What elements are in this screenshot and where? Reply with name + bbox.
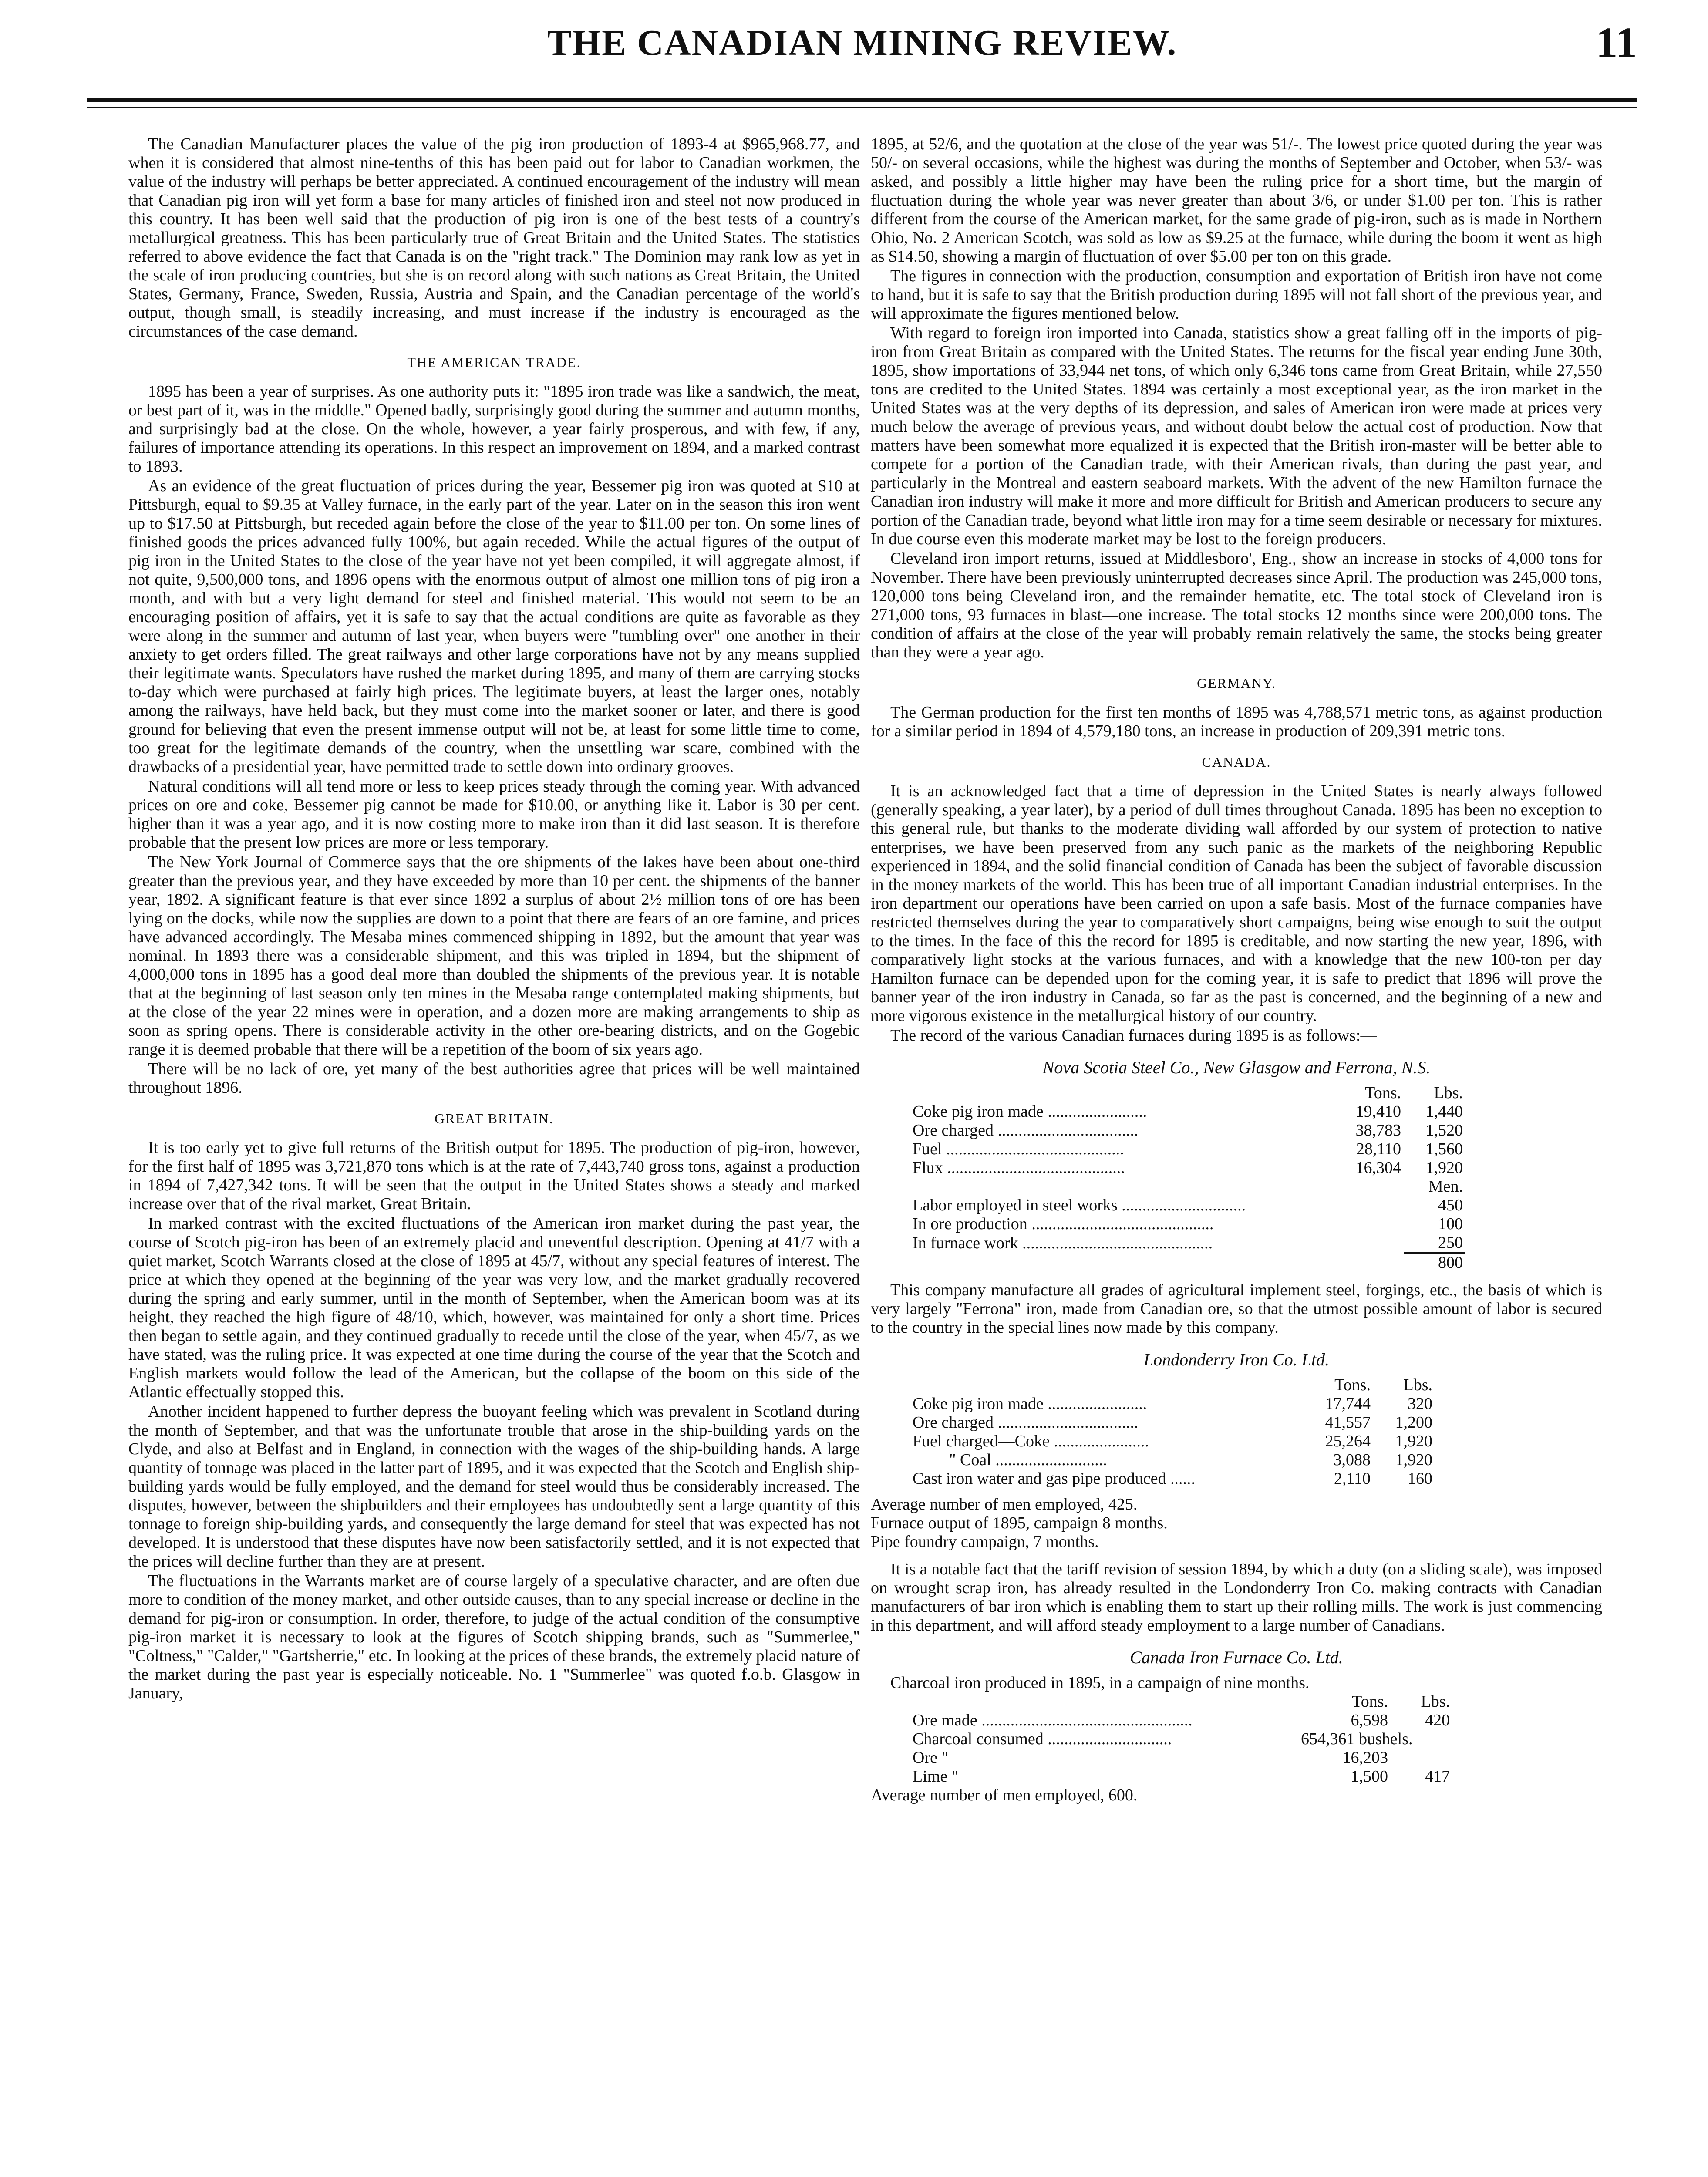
article-paragraph: 1895 has been a year of surprises. As one authority puts it: "1895 iron trade was like a sandwich, the meat, or best part of it, was in the middle." Opened badly, surprisingly good during the summer and autumn months, and surprisingly bad at the close. On the whole, however, a year fairly prosperous, and with few, if any, failures of importance attending its operations. In this respect an improvement on 1894, and a marked contrast to 1893.: [128, 382, 860, 475]
article-paragraph: 1895, at 52/6, and the quotation at the close of the year was 51/-. The lowest price quoted during the year was 50/- on several occasions, while the highest was during the months of September and October, when 53/- was asked, and possibly a little higher may have been the ruling price for a short time, but the margin of fluctuation during the whole year was never greater than about 3/6, or under $1.00 per ton. This is rather different from the course of the American market, for the same grade of pig-iron, such as is made in Northern Ohio, No. 2 American Scotch, was sold as low as $9.25 at the furnace, while during the boom it went as high as $14.50, showing a margin of fluctuation of over $5.00 per ton on this grade.: [871, 135, 1602, 266]
lbs-cell: 1,560: [1425, 1140, 1463, 1158]
table-row: In ore production ............................................ 100: [910, 1215, 1465, 1233]
intro-paragraph: The Canadian Manufacturer places the value of the pig iron production of 1893-4 at $965,968.77, and when it is considered that almost nine-tenths of this has been paid out for labor to Canadian workmen, the value of the industry will perhaps be better appreciated. A continued encouragement of the industry will mean that Canadian pig iron will yet form a base for many articles of finished iron and steel not now produced in this country. It has been well said that the production of pig iron is one of the best tests of a country's metallurgical greatness. This has been particularly true of Great Britain and the United States. The statistics referred to above evidence the fact that Canada is on the "right track." The Dominion may rank low as yet in the scale of iron producing countries, but she is on record along with such nations as Great Britain, the United States, Germany, France, Sweden, Russia, Austria and Spain, and the Canadian percentage of the world's output, though small, is steadily increasing, and must increase if the industry is encouraged as the circumstances of the case demand.: [128, 135, 860, 340]
lbs-cell: 1,920: [1395, 1451, 1432, 1469]
row-label: " Coal: [949, 1451, 991, 1469]
lbs-cell: 417: [1425, 1767, 1450, 1786]
londonderry-table: [910, 1376, 1435, 1488]
table-row: Ore charged .................................. 41,557 1,200: [910, 1413, 1435, 1432]
lbs-cell: 160: [1408, 1469, 1432, 1488]
article-paragraph: The fluctuations in the Warrants market are of course largely of a speculative character, and are often due more to condition of the money market, and other outside causes, than to any special increase or decline in the demand for pig-iron or consumption. In order, therefore, to judge of the actual condition of the consumptive pig-iron market it is necessary to look at the figures of Scotch shipping brands, such as "Summerlee," "Coltness," "Calder," "Gartsherrie," etc. In looking at the prices of these brands, the extremely placid nature of the market during the past year is especially noticeable. No. 1 "Summerlee" was quoted f.o.b. Glasgow in January,: [128, 1572, 860, 1702]
table-row: Ore charged .................................. 38,783 1,520: [910, 1121, 1465, 1140]
londonderry-notes: [871, 1495, 1602, 1551]
article-paragraph: The record of the various Canadian furnaces during 1895 is as follows:—: [890, 1026, 1377, 1045]
table-header-row: [910, 1376, 1435, 1395]
note-line: Pipe foundry campaign, 7 months.: [871, 1533, 1099, 1551]
article-paragraph: In marked contrast with the excited fluctuations of the American iron market during the past year, the course of Scotch pig-iron has been of an extremely placid and uneventful description. Opening at 41/7 with a quiet market, Scotch Warrants closed at the close of 1895 at 45/7, without any special features of interest. The price at which they opened at the beginning of the year was very low, and the market gradually recovered during the spring and early summer, until in the month of September, when the American boom was at its height, they reached the high figure of 48/10, which, however, was maintained for only a short time. Prices then began to settle again, and they continued gradually to recede until the close of the year, when 45/7, as we have stated, was the ruling price. It was expected at one time during the course of the year that the Scotch and English markets would follow the lead of the American, but the collapse of the boom on this side of the Atlantic effectually stopped this.: [128, 1214, 860, 1401]
journal-title: THE CANADIAN MINING REVIEW.: [547, 23, 1177, 63]
tons-cell: 2,110: [1334, 1469, 1371, 1488]
left-column: [128, 135, 860, 1704]
lbs-cell: 1,440: [1425, 1102, 1463, 1121]
canada-heading: CANADA.: [1202, 754, 1271, 770]
row-label: Charcoal consumed: [913, 1730, 1044, 1748]
lbs-cell: 320: [1408, 1395, 1432, 1413]
page-number: 11: [1596, 18, 1637, 67]
men-cell: 100: [1438, 1215, 1463, 1233]
col-men-header: Men.: [1428, 1177, 1463, 1196]
col-lbs-header: Lbs.: [1434, 1084, 1463, 1102]
note-line: Average number of men employed, 425.: [871, 1495, 1138, 1513]
row-label: Flux: [913, 1159, 943, 1177]
lbs-cell: 420: [1425, 1711, 1450, 1729]
tons-cell: 17,744: [1325, 1395, 1371, 1413]
row-label: Ore ": [913, 1749, 948, 1767]
canada-iron-table: [910, 1692, 1452, 1786]
row-label: Coke pig iron made: [913, 1102, 1044, 1121]
article-paragraph: The figures in connection with the production, consumption and exportation of British iron have not come to hand, but it is safe to say that the British production during 1895 will not fall short of the previous year, and will approximate the figures mentioned below.: [871, 267, 1602, 323]
germany-heading: GERMANY.: [1197, 675, 1276, 691]
table-row: In furnace work .............................................. 250: [910, 1233, 1465, 1253]
row-label: In furnace work: [913, 1233, 1018, 1252]
row-label: Ore charged: [913, 1413, 994, 1432]
table-row: Fuel charged—Coke ....................... 25,264 1,920: [910, 1432, 1435, 1451]
table-row: [910, 1767, 1452, 1786]
row-label: Fuel: [913, 1140, 942, 1158]
row-label: Fuel charged—Coke: [913, 1432, 1050, 1450]
tons-cell: 1,500: [1351, 1767, 1388, 1786]
row-label: Coke pig iron made: [913, 1395, 1044, 1413]
tons-cell: 16,203: [1342, 1749, 1388, 1767]
table-row: " Coal ........................... 3,088 1,920: [910, 1451, 1435, 1469]
table-row: [910, 1749, 1452, 1767]
article-paragraph: Cleveland iron import returns, issued at Middlesboro', Eng., show an increase in stocks of 4,000 tons for November. There have been previously uninterrupted decreases since April. The production was 245,000 tons, 120,000 tons being Cleveland iron, and the remainder hematite, etc. The total stock of Cleveland iron is 271,000 tons, 93 furnaces in blast—one increase. The total stocks 12 months since were 200,000 tons. The condition of affairs at the close of the year will probably remain relatively the same, the stocks being greater than they were a year ago.: [871, 549, 1602, 661]
article-paragraph: Another incident happened to further depress the buoyant feeling which was prevalent in Scotland during the month of September, and that was the unfortunate trouble that arose in the ship-building yards on the Clyde, and also at Belfast and in England, in connection with the wages of the ship-building hands. A large quantity of tonnage was placed in the latter part of 1895, and it was expected that the Scotch and English ship-building yards would be fully employed, and the demand for steel would thus be considerably increased. The disputes, however, between the shipbuilders and their employees has undoubtedly sent a large quantity of this tonnage to foreign ship-building yards, and consequently the large demand for steel that was expected has not developed. It is understood that these disputes have now been satisfactorily settled, and it is not expected that the prices will decline further than they are at present.: [128, 1402, 860, 1570]
col-lbs-header: Lbs.: [1403, 1376, 1432, 1394]
men-cell: 250: [1438, 1233, 1463, 1252]
lbs-cell: 1,200: [1395, 1413, 1432, 1432]
row-label: Lime ": [913, 1767, 959, 1786]
article-paragraph: There will be no lack of ore, yet many of the best authorities agree that prices will be well maintained throughout 1896.: [128, 1060, 860, 1097]
header-rule-thick: [87, 98, 1637, 102]
table-header-row: [910, 1177, 1465, 1196]
table-row: Ore made ................................................... 6,598 420: [910, 1711, 1452, 1730]
article-paragraph: It is too early yet to give full returns of the British output for 1895. The production of pig-iron, however, for the first half of 1895 was 3,721,870 tons which is at the rate of 7,443,740 gross tons, against a production in 1894 of 7,427,342 tons. It will be seen that the output in the United States shows a steady and marked increase over that of the rival market, Great Britain.: [128, 1139, 860, 1213]
col-tons-header: Tons.: [1365, 1084, 1401, 1102]
tons-cell: 38,783: [1355, 1121, 1401, 1139]
nova-scotia-title: Nova Scotia Steel Co., New Glasgow and Ferrona, N.S.: [1042, 1058, 1431, 1077]
tons-cell: 16,304: [1355, 1159, 1401, 1177]
american-trade-heading: THE AMERICAN TRADE.: [407, 354, 581, 370]
table-row: Coke pig iron made ........................ 19,410 1,440: [910, 1102, 1465, 1121]
table-row: Flux ........................................... 16,304 1,920: [910, 1159, 1465, 1177]
table-row: Charcoal consumed .............................. 654,361 bushels.: [910, 1730, 1452, 1749]
row-label: Cast iron water and gas pipe produced: [913, 1469, 1166, 1488]
men-total-cell: 800: [1404, 1253, 1465, 1273]
article-paragraph: With regard to foreign iron imported into Canada, statistics show a great falling off in the imports of pig-iron from Great Britain as compared with the United States. The returns for the fiscal year ending June 30th, 1895, show importations of 33,944 net tons, of which only 6,346 tons came from Great Britain, while 27,550 tons are credited to the United States. 1894 was certainly a most exceptional year, as the iron market in the United States was at the very depths of its depression, and sales of American iron were made at prices very much below the average of previous years, and without doubt below the actual cost of production. Now that matters have been somewhat more equalized it is expected that the British iron-master will be better able to compete for a portion of the Canadian trade, with their American rivals, than during the past year, and particularly in the Montreal and eastern seaboard markets. With the advent of the new Hamilton furnace the Canadian iron industry will make it more and more difficult for British and American producers to secure any portion of the Canadian trade, beyond what little iron may for a time seem desirable or necessary for mixtures. In due course even this moderate market may be lost to the foreign producers.: [871, 324, 1602, 548]
tons-cell: 6,598: [1351, 1711, 1388, 1729]
table-header-row: [910, 1084, 1465, 1102]
table-row: Fuel ........................................... 28,110 1,560: [910, 1140, 1465, 1159]
men-cell: 450: [1438, 1196, 1463, 1214]
note-line: Furnace output of 1895, campaign 8 months.: [871, 1514, 1168, 1532]
lbs-cell: [1391, 1749, 1452, 1767]
header-rule-thin: [87, 107, 1637, 108]
row-label: Ore charged: [913, 1121, 994, 1139]
row-label: Ore made: [913, 1711, 977, 1729]
londonderry-title: Londonderry Iron Co. Ltd.: [1143, 1350, 1330, 1369]
table-total-row: [910, 1253, 1465, 1273]
right-column: [871, 135, 1602, 1805]
tons-cell: 654,361 bushels.: [1301, 1730, 1413, 1748]
lbs-cell: 1,520: [1425, 1121, 1463, 1139]
article-paragraph: It is a notable fact that the tariff revision of session 1894, by which a duty (on a sliding scale), was imposed on wrought scrap iron, has already resulted in the Londonderry Iron Co. making contracts with Canadian manufacturers of bar iron which is enabling them to start up their rolling mills. The work is just commencing in this department, and will afford steady employment to a large number of Canadians.: [871, 1560, 1602, 1634]
table-row: Cast iron water and gas pipe produced ...... 2,110 160: [910, 1469, 1435, 1488]
canada-iron-title: Canada Iron Furnace Co. Ltd.: [1130, 1648, 1343, 1667]
tons-cell: 28,110: [1356, 1140, 1401, 1158]
article-paragraph: This company manufacture all grades of agricultural implement steel, forgings, etc., the basis of which is very largely "Ferrona" iron, made from Canadian ore, so that the utmost possible amount of labor is secured to the country in the special lines now made by this company.: [871, 1281, 1602, 1337]
row-label: Labor employed in steel works: [913, 1196, 1118, 1214]
article-paragraph: As an evidence of the great fluctuation of prices during the year, Bessemer pig iron was quoted at $10 at Pittsburgh, equal to $9.35 at Valley furnace, in the early part of the year. Later on in the season this iron went up to $17.50 at Pittsburgh, but receded again before the close of the year to $11.00 per ton. On some lines of finished goods the prices advanced fully 100%, but again receded. While the actual figures of the output of pig iron in the United States to the close of the year have not yet been compiled, it will aggregate almost, if not quite, 9,500,000 tons, and 1896 opens with the enormous output of almost one million tons of pig iron a month, and with but a very light demand for steel and finished material. This would not seem to be an encouraging position of affairs, yet it is safe to say that the actual conditions are quite as favorable as they were along in the summer and autumn of last year, when buyers were "tumbling over" one another in their anxiety to get orders filled. The great railways and other large corporations have not by any means supplied their legitimate wants. Speculators have rushed the market during 1895, and many of them are carrying stocks to-day which were purchased at fairly high prices. The legitimate buyers, at least the larger ones, notably among the railways, have held back, but they must come into the market sooner or later, and there is good ground for believing that even the present immense output will not be, at least for some little time to come, too great for the legitimate demands of the country, when the unsettling war scare, combined with the drawbacks of a presidential year, have permitted trade to settle down into ordinary grooves.: [128, 477, 860, 776]
col-lbs-header: Lbs.: [1421, 1692, 1450, 1711]
canada-iron-intro: Charcoal iron produced in 1895, in a campaign of nine months.: [890, 1674, 1310, 1692]
tons-cell: 19,410: [1355, 1102, 1401, 1121]
article-paragraph: Natural conditions will all tend more or less to keep prices steady through the coming year. With advanced prices on ore and coke, Bessemer pig cannot be made for $10.00, or anything like it. Labor is 30 per cent. higher than it was a year ago, and it is now costing more to make iron than it did last season. It is therefore probable that the present low prices are more or less temporary.: [128, 777, 860, 852]
col-tons-header: Tons.: [1334, 1376, 1371, 1394]
article-paragraph: It is an acknowledged fact that a time of depression in the United States is nearly always followed (generally speaking, a year later), by a period of dull times throughout Canada. 1895 has been no exception to this general rule, but thanks to the moderate dividing wall afforded by our system of protection to native enterprises, we have been preserved from any such panic as the markets of the neighboring Republic experienced in 1894, and the solid financial condition of Canada has been the subject of favorable discussion in the money markets of the world. This has been true of all important Canadian industrial enterprises. In the iron department our operations have been carried on upon a safe basis. Most of the furnace companies have restricted themselves during the year to comparatively short campaigns, being wise enough to suit the output to the times. In the face of this the record for 1895 is creditable, and now starting the new year, 1896, with comparatively light stocks at the various furnaces, and with a knowledge that the new 100-ton per day Hamilton furnace can be depended upon for the coming year, it is safe to predict that 1896 will prove the banner year of the iron industry in Canada, so far as the past is concerned, and the beginning of a new and more vigorous existence in the metallurgical history of our country.: [871, 782, 1602, 1025]
lbs-cell: 1,920: [1425, 1159, 1463, 1177]
tons-cell: 3,088: [1333, 1451, 1371, 1469]
great-britain-heading: GREAT BRITAIN.: [435, 1111, 554, 1126]
article-paragraph: The German production for the first ten months of 1895 was 4,788,571 metric tons, as against production for a similar period in 1894 of 4,579,180 tons, an increase in production of 209,391 metric tons.: [871, 703, 1602, 740]
row-label: In ore production: [913, 1215, 1027, 1233]
article-paragraph: The New York Journal of Commerce says that the ore shipments of the lakes have been about one-third greater than the previous year, and they have exceeded by more than 10 per cent. the shipments of the banner year, 1892. A significant feature is that ever since 1892 a surplus of about 2½ million tons of ore has been lying on the docks, while now the supplies are down to a point that there are fears of an ore famine, and prices have advanced accordingly. The Mesaba mines commenced shipping in 1892, but the amount that year was nominal. In 1893 there was a considerable shipment, and this was tripled in 1894, but the shipment of 4,000,000 tons in 1895 has a good deal more than doubled the shipments of the previous year. It is notable that at the beginning of last season only ten mines in the Mesaba range contemplated making shipments, but at the close of the year 22 mines were in operation, and a dozen more are making arrangements to ship as soon as spring opens. There is considerable activity in the other ore-bearing districts, and on the Gogebic range it is deemed probable that there will be a repetition of the boom of six years ago.: [128, 853, 860, 1058]
canada-iron-note: Average number of men employed, 600.: [871, 1786, 1138, 1804]
col-tons-header: Tons.: [1352, 1692, 1388, 1711]
page-header: [87, 17, 1637, 91]
table-row: Coke pig iron made ........................ 17,744 320: [910, 1395, 1435, 1413]
lbs-cell: 1,920: [1395, 1432, 1432, 1450]
tons-cell: 25,264: [1325, 1432, 1371, 1450]
table-header-row: [910, 1692, 1452, 1711]
nova-scotia-table: [910, 1084, 1465, 1272]
tons-cell: 41,557: [1325, 1413, 1371, 1432]
table-row: Labor employed in steel works .............................. 450: [910, 1196, 1465, 1215]
